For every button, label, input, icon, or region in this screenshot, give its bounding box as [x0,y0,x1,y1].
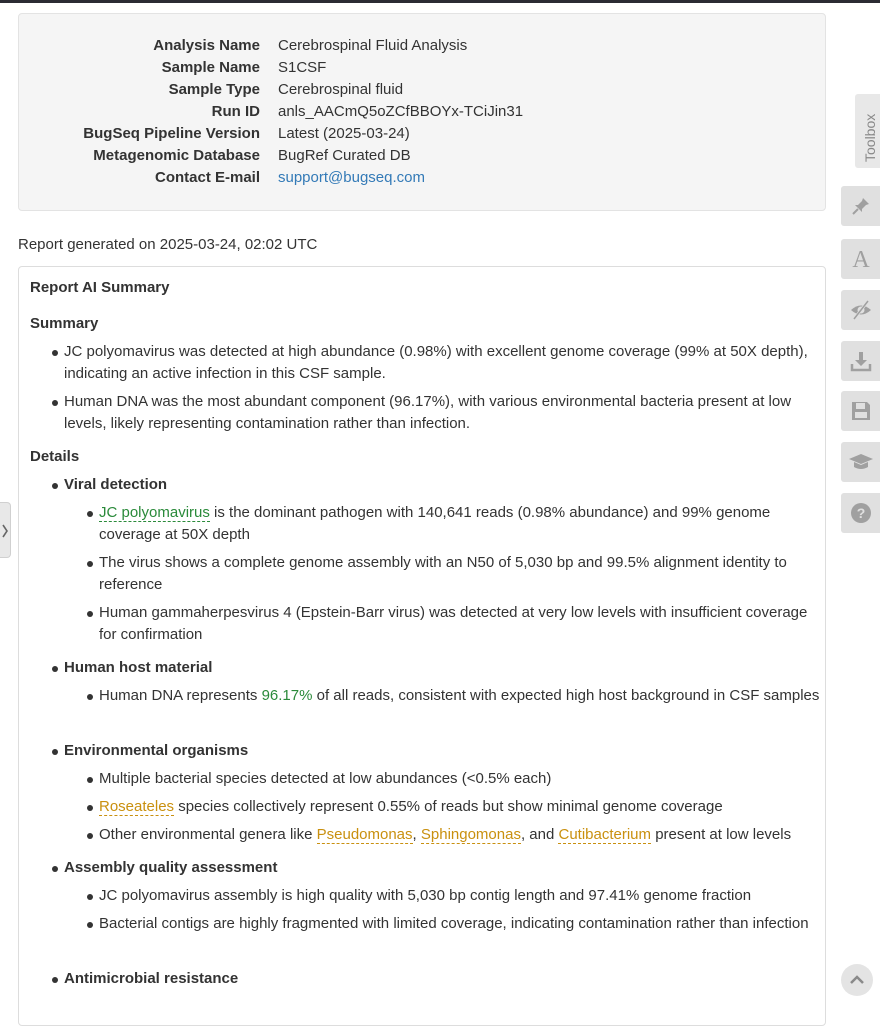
viral-item [99,502,824,546]
pin-icon [850,195,872,217]
info-value [278,167,425,189]
svg-text:?: ? [856,505,865,521]
bullet [52,866,58,872]
toolbox-tab[interactable] [855,94,880,168]
analysis-info-panel [18,13,826,211]
environmental-heading: Environmental organisms [64,742,249,759]
bullet [52,483,58,489]
info-row-analysis-name [19,35,825,57]
env-text: Other environmental genera like [99,826,317,843]
graduation-cap-icon [848,451,874,473]
info-label: Metagenomic Database [93,147,260,164]
help-icon [850,502,872,524]
details-heading: Details [30,448,80,465]
info-value: Latest (2025-03-24) [278,125,410,142]
bullet [87,611,93,617]
svg-text:A: A [851,247,870,271]
viral-detection-heading: Viral detection [64,476,168,493]
bullet [87,894,93,900]
viral-item: Human gammaherpesvirus 4 (Epstein-Barr virus) was detected at very low levels with insufficient coverage for confirmation [99,604,808,643]
info-label: BugSeq Pipeline Version [83,125,260,142]
info-label: Sample Name [161,59,260,76]
info-row-pipeline-version [19,123,825,145]
assembly-heading: Assembly quality assessment [64,859,278,876]
info-value: Cerebrospinal Fluid Analysis [278,37,468,54]
organism-link-roseateles[interactable]: Roseateles [99,798,175,815]
eye-slash-icon [849,299,873,321]
bullet [52,666,58,672]
bullet [87,561,93,567]
bullet [87,511,93,517]
hide-button[interactable] [841,290,880,330]
host-text: of all reads, consistent with expected high host background in CSF samples [312,687,820,704]
contact-email-link[interactable]: support@bugseq.com [278,169,425,186]
host-percentage: 96.17% [261,687,313,704]
organism-link-jc-polyomavirus[interactable]: JC polyomavirus [99,504,210,521]
info-value: Cerebrospinal fluid [278,81,404,98]
organism-link-pseudomonas[interactable]: Pseudomonas [316,826,413,843]
assembly-item: JC polyomavirus assembly is high quality with 5,030 bp contig length and 97.41% genome fraction [99,887,752,904]
organism-link-sphingomonas[interactable]: Sphingomonas [420,826,521,843]
info-value: BugRef Curated DB [278,147,411,164]
chevron-right-icon [0,503,10,559]
font-icon [849,247,873,271]
info-row-contact-email [19,167,825,189]
env-text: species collectively represent 0.55% of reads but show minimal genome coverage [174,798,723,815]
assembly-item: Bacterial contigs are highly fragmented with limited coverage, indicating contamination rather than infection [99,915,809,932]
bullet [52,350,58,356]
scroll-to-top-button[interactable] [841,964,873,996]
info-row-sample-name [19,57,825,79]
bullet [52,977,58,983]
env-text: present at low levels [651,826,792,843]
env-text: , [412,826,421,843]
env-text: , and [520,826,559,843]
amr-heading: Antimicrobial resistance [64,970,239,987]
viral-item: The virus shows a complete genome assembly with an N50 of 5,030 bp and 99.5% alignment identity to reference [99,554,787,593]
download-button[interactable] [841,341,880,381]
summary-item: JC polyomavirus was detected at high abundance (0.98%) with excellent genome coverage (99% at 50X depth), indicating an active infection in this CSF sample. [64,343,808,382]
bullet [87,694,93,700]
host-text: Human DNA represents [99,687,262,704]
env-item [99,824,824,846]
info-value: anls_AACmQ5oZCfBBOYx-TCiJin31 [278,103,524,120]
host-heading: Human host material [64,659,213,676]
report-generated-text: Report generated on 2025-03-24, 02:02 UTC [18,236,318,253]
info-label: Analysis Name [153,37,260,54]
learn-button[interactable] [841,442,880,482]
env-item [99,796,824,818]
info-label: Run ID [211,103,260,120]
help-button[interactable] [841,493,880,533]
viral-item-text: is the dominant pathogen with 140,641 reads (0.98% abundance) and 99% genome coverage at 50X depth [99,504,771,543]
info-row-sample-type [19,79,825,101]
bullet [52,400,58,406]
top-bar [0,0,880,3]
save-icon [850,400,872,422]
bullet [87,833,93,839]
font-size-button[interactable] [841,239,880,279]
sidebar-expand-handle[interactable] [0,502,11,558]
ai-summary-panel [18,266,826,1026]
info-label: Sample Type [168,81,260,98]
chevron-up-icon [849,974,865,986]
env-item: Multiple bacterial species detected at low abundances (<0.5% each) [99,770,552,787]
info-row-database [19,145,825,167]
host-item [99,685,824,707]
save-button[interactable] [841,391,880,431]
info-row-run-id [19,101,825,123]
bullet [87,922,93,928]
toolbox-label: Toolbox [862,113,878,162]
pin-button[interactable] [841,186,880,226]
bullet [87,805,93,811]
organism-link-cutibacterium[interactable]: Cutibacterium [558,826,652,843]
summary-item: Human DNA was the most abundant component (96.17%), with various environmental bacteria present at low levels, likely representing contamination rather than infection. [64,393,792,432]
summary-heading: Summary [30,315,99,332]
bullet [52,749,58,755]
info-value: S1CSF [278,59,327,76]
info-label: Contact E-mail [154,169,260,186]
bullet [87,777,93,783]
download-icon [850,350,872,372]
panel-title: Report AI Summary [30,279,170,296]
